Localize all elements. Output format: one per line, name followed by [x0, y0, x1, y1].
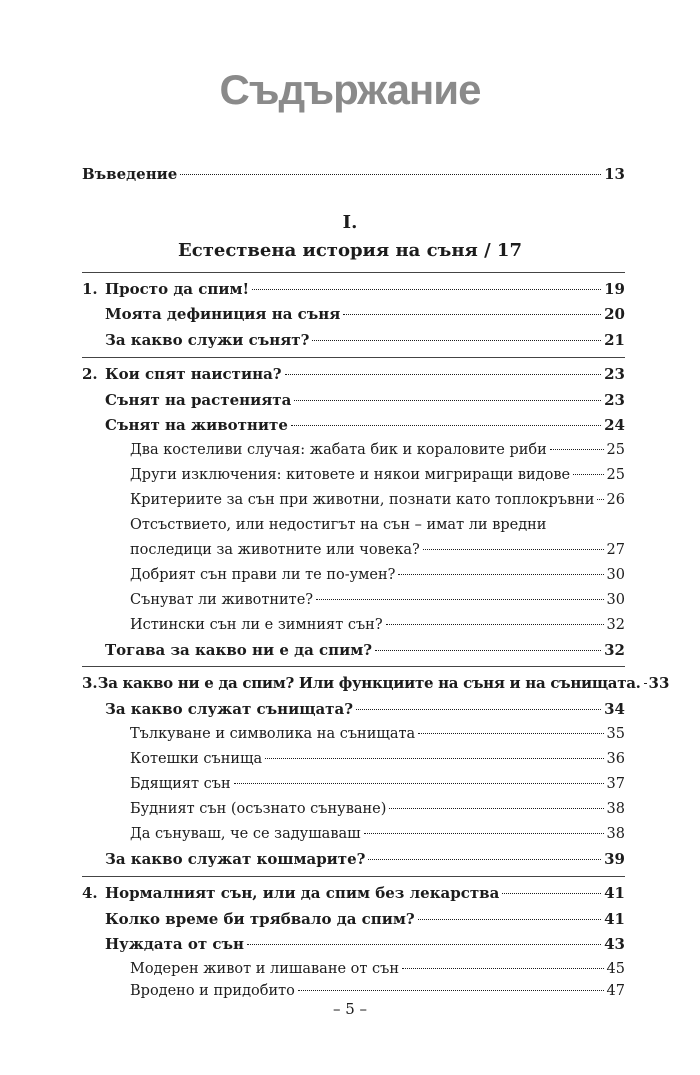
dot-leader	[418, 733, 603, 734]
chapter-number: 2.	[82, 365, 98, 383]
toc-entry-label: Истински сън ли е зимният сън?	[130, 617, 383, 633]
toc-entry[interactable]	[105, 327, 625, 353]
toc-entry-label: Просто да спим!	[105, 280, 250, 298]
toc-entry[interactable]	[105, 931, 625, 957]
toc-chapter-2[interactable]	[82, 361, 625, 387]
dot-leader	[375, 650, 601, 651]
toc-entry-label: Сънуват ли животните?	[130, 592, 314, 608]
toc-page-number: 19	[604, 280, 625, 298]
dot-leader	[298, 990, 604, 991]
toc-entry-label: Будният сън (осъзнато сънуване)	[130, 801, 387, 817]
toc-page-number: 35	[606, 726, 625, 742]
toc-page-number: 39	[604, 850, 625, 868]
toc-subentry[interactable]	[130, 587, 625, 613]
dot-leader	[644, 683, 646, 684]
toc-entry[interactable]	[105, 301, 625, 327]
toc-entry-label: последици за животните или човека?	[130, 542, 420, 558]
chapter-number: 3.	[82, 674, 98, 692]
dot-leader	[316, 599, 603, 600]
toc-page-number: 32	[604, 641, 625, 659]
dot-leader	[502, 893, 601, 894]
dot-leader	[247, 944, 601, 945]
dot-leader	[398, 574, 603, 575]
section-divider	[82, 357, 625, 358]
toc-entry[interactable]	[105, 846, 625, 872]
toc-entry-label: Колко време би трябвало да спим?	[105, 910, 415, 928]
toc-page-number: 34	[604, 700, 625, 718]
dot-leader	[386, 624, 604, 625]
toc-page-number: 27	[606, 542, 625, 558]
toc-subentry-line1[interactable]: Отсъствието, или недостигът на сън – имат ли вредни	[130, 517, 547, 533]
dot-leader	[294, 400, 601, 401]
toc-entry-label: За какво ни е да спим? Или функциите на съня и на сънищата.	[97, 674, 641, 692]
toc-page-number: 38	[606, 826, 625, 842]
toc-page-number: 45	[606, 961, 625, 977]
toc-entry[interactable]	[105, 696, 625, 722]
toc-entry-intro[interactable]	[82, 161, 625, 187]
part-title: Естествена история на съня / 17	[178, 240, 522, 261]
toc-chapter-1[interactable]	[82, 276, 625, 302]
toc-entry-label: Вродено и придобито	[130, 983, 295, 999]
dot-leader	[418, 919, 601, 920]
dot-leader	[312, 340, 601, 341]
section-divider	[82, 666, 625, 667]
toc-page-number: 32	[606, 617, 625, 633]
toc-entry-label: Кои спят наистина?	[105, 365, 282, 383]
toc-page-number: 41	[604, 910, 625, 928]
toc-subentry[interactable]	[130, 437, 625, 463]
toc-entry-label: Въведение	[82, 165, 178, 183]
toc-entry-label: Тълкуване и символика на сънищата	[130, 726, 416, 742]
toc-subentry[interactable]	[130, 537, 625, 563]
toc-entry-label: Модерен живот и лишаване от сън	[130, 961, 400, 977]
toc-entry-label: За какво служат кошмарите?	[105, 850, 366, 868]
chapter-number: 4.	[82, 884, 98, 902]
toc-entry-label: Сънят на растенията	[105, 391, 292, 409]
dot-leader	[265, 758, 603, 759]
section-divider	[82, 272, 625, 273]
toc-page-number: 30	[606, 567, 625, 583]
toc-entry-label: Два костеливи случая: жабата бик и кораловите риби	[130, 442, 547, 458]
toc-entry[interactable]	[105, 412, 625, 438]
toc-entry-label: Да сънуваш, че се задушаваш	[130, 826, 361, 842]
part-number: I.	[342, 212, 358, 233]
toc-subentry[interactable]	[130, 721, 625, 747]
toc-page-number: 37	[606, 776, 625, 792]
toc-subentry[interactable]	[130, 821, 625, 847]
toc-entry[interactable]	[105, 906, 625, 932]
toc-subentry[interactable]	[130, 746, 625, 772]
toc-subentry[interactable]	[130, 612, 625, 638]
toc-page-number: 25	[606, 442, 625, 458]
dot-leader	[423, 549, 604, 550]
toc-page-number: 23	[604, 391, 625, 409]
toc-entry-label: Тогава за какво ни е да спим?	[105, 641, 373, 659]
toc-subentry[interactable]	[130, 462, 625, 488]
chapter-number: 1.	[82, 280, 98, 298]
toc-page-number: 26	[606, 492, 625, 508]
dot-leader	[368, 859, 601, 860]
toc-entry-label: Нуждата от сън	[105, 935, 245, 953]
dot-leader	[252, 289, 601, 290]
toc-page-number: 20	[604, 305, 625, 323]
dot-leader	[550, 449, 604, 450]
toc-subentry[interactable]	[130, 796, 625, 822]
toc-subentry[interactable]	[130, 771, 625, 797]
dot-leader	[573, 474, 603, 475]
toc-page-number: 24	[604, 416, 625, 434]
dot-leader	[597, 499, 603, 500]
toc-page-number: 47	[606, 983, 625, 999]
toc-entry-label: Нормалният сън, или да спим без лекарства	[105, 884, 500, 902]
dot-leader	[180, 174, 601, 175]
toc-page-number: 33	[648, 674, 670, 692]
toc-page-number: 23	[604, 365, 625, 383]
toc-entry-label: Сънят на животните	[105, 416, 288, 434]
dot-leader	[356, 709, 601, 710]
page-number-footer: – 5 –	[332, 1000, 368, 1018]
toc-entry-label: Други изключения: китовете и някои мигриращи видове	[130, 467, 571, 483]
toc-entry[interactable]	[105, 387, 625, 413]
toc-chapter-4[interactable]	[82, 880, 625, 906]
toc-page-number: 30	[606, 592, 625, 608]
dot-leader	[364, 833, 604, 834]
toc-entry[interactable]	[105, 637, 625, 663]
toc-subentry[interactable]	[130, 562, 625, 588]
toc-subentry[interactable]	[130, 487, 625, 513]
toc-entry-label: За какво служат сънищата?	[105, 700, 353, 718]
toc-entry-label: Добрият сън прави ли те по-умен?	[130, 567, 396, 583]
toc-page-number: 13	[604, 165, 625, 183]
toc-page-number: 36	[606, 751, 625, 767]
toc-page-number: 41	[604, 884, 625, 902]
toc-page-number: 43	[604, 935, 625, 953]
toc-entry-label: Котешки сънища	[130, 751, 263, 767]
dot-leader	[234, 783, 604, 784]
toc-page-number: 25	[606, 467, 625, 483]
toc-entry-label: Бдящият сън	[130, 776, 231, 792]
toc-entry-label: Критериите за сън при животни, познати като топлокръвни	[130, 492, 595, 508]
section-divider	[82, 876, 625, 877]
dot-leader	[402, 968, 603, 969]
dot-leader	[285, 374, 602, 375]
dot-leader	[389, 808, 603, 809]
toc-entry-label: За какво служи сънят?	[105, 331, 310, 349]
toc-page-number: 38	[606, 801, 625, 817]
dot-leader	[291, 425, 601, 426]
toc-page-number: 21	[604, 331, 625, 349]
page-title: Съдържание	[219, 66, 481, 113]
dot-leader	[343, 314, 601, 315]
toc-chapter-3[interactable]	[82, 670, 670, 696]
toc-entry-label: Моята дефиниция на съня	[105, 305, 341, 323]
